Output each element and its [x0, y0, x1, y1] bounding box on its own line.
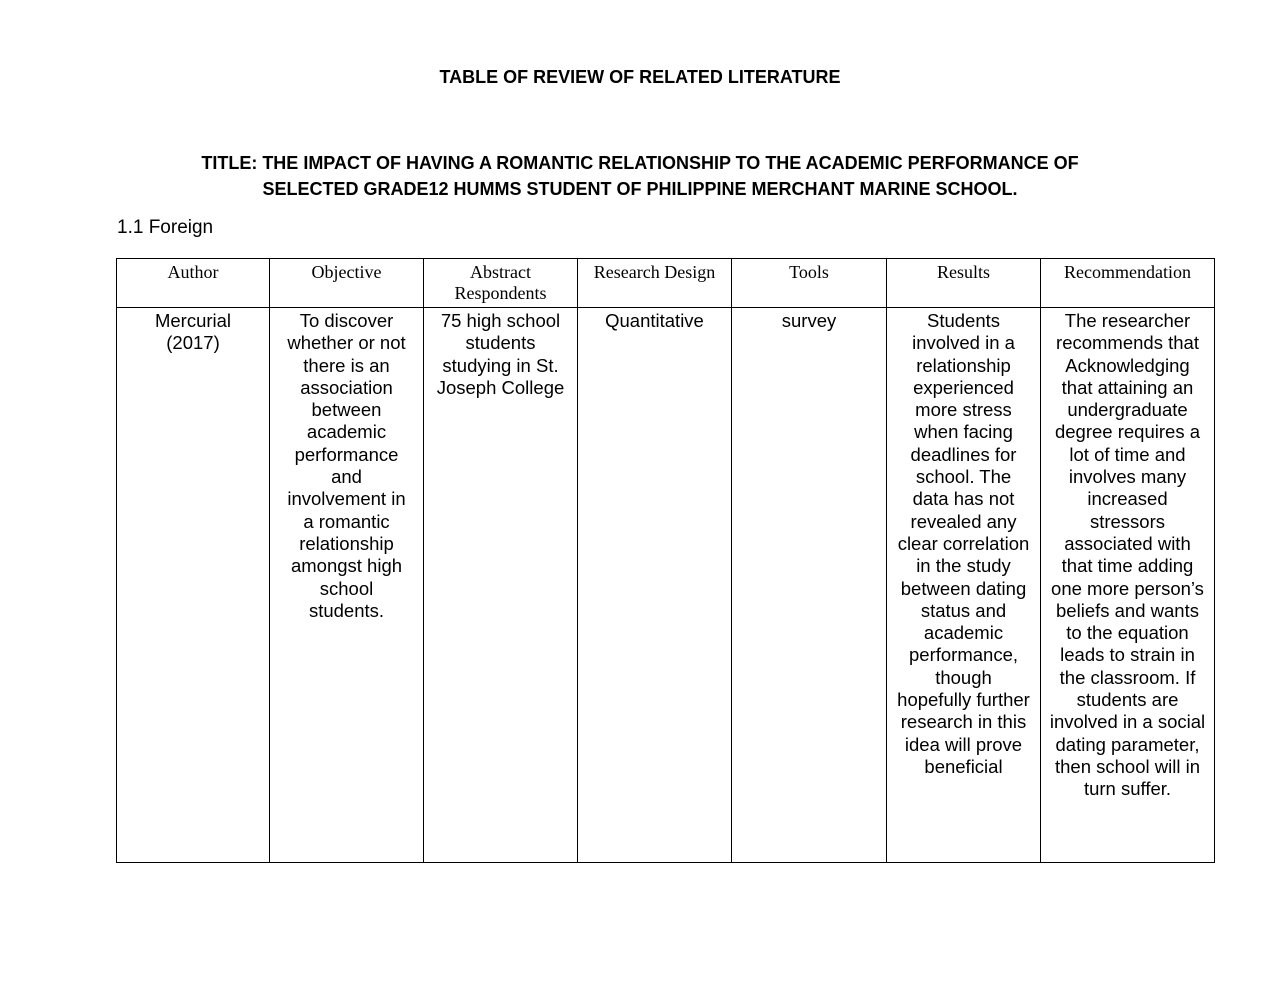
table-row — [117, 308, 1215, 863]
column-header-abstract-respondents: Abstract Respondents — [424, 259, 578, 308]
column-header-tools: Tools — [732, 259, 887, 308]
table-header-row — [117, 259, 1215, 308]
column-header-research-design: Research Design — [578, 259, 732, 308]
cell-recommendation-text: The researcher recommends that Acknowledging that attaining an undergraduate degree requires a lot of time and involves many increased stressors associated with that time adding one more person’s beliefs and wants to the equation leads to strain in the classroom. If students are involved in a social dating parameter, then school will in turn suffer. — [1049, 310, 1206, 800]
literature-review-table — [116, 258, 1215, 863]
cell-tools — [732, 308, 887, 863]
section-label: 1.1 Foreign — [117, 217, 214, 238]
cell-research-design-text: Quantitative — [605, 310, 704, 331]
column-header-objective: Objective — [270, 259, 424, 308]
column-header-results: Results — [887, 259, 1041, 308]
cell-tools-text: survey — [781, 310, 837, 331]
cell-research-design — [578, 308, 732, 863]
column-header-recommendation: Recommendation — [1041, 259, 1215, 308]
cell-respondents — [424, 308, 578, 863]
document-title — [140, 150, 1140, 202]
document-heading: TABLE OF REVIEW OF RELATED LITERATURE — [439, 67, 841, 87]
cell-author-text: Mercurial (2017) — [154, 310, 232, 354]
cell-author — [117, 308, 270, 863]
cell-respondents-text: 75 high school students studying in St. Joseph College — [436, 310, 565, 398]
cell-recommendation — [1041, 308, 1215, 863]
cell-objective-text: To discover whether or not there is an association between academic performance and involvement in a romantic relationship amongst high school students. — [287, 310, 406, 621]
cell-results — [887, 308, 1041, 863]
document-title-line-1: TITLE: THE IMPACT OF HAVING A ROMANTIC RELATIONSHIP TO THE ACADEMIC PERFORMANCE OF — [201, 153, 1079, 173]
document-title-line-2: SELECTED GRADE12 HUMMS STUDENT OF PHILIPPINE MERCHANT MARINE SCHOOL. — [262, 179, 1018, 199]
column-header-author: Author — [117, 259, 270, 308]
cell-results-text: Students involved in a relationship experienced more stress when facing deadlines for school. The data has not revealed any clear correlation in the study between dating status and academic performance, though hopefully further research in this idea will prove beneficial — [897, 310, 1030, 777]
cell-objective — [270, 308, 424, 863]
